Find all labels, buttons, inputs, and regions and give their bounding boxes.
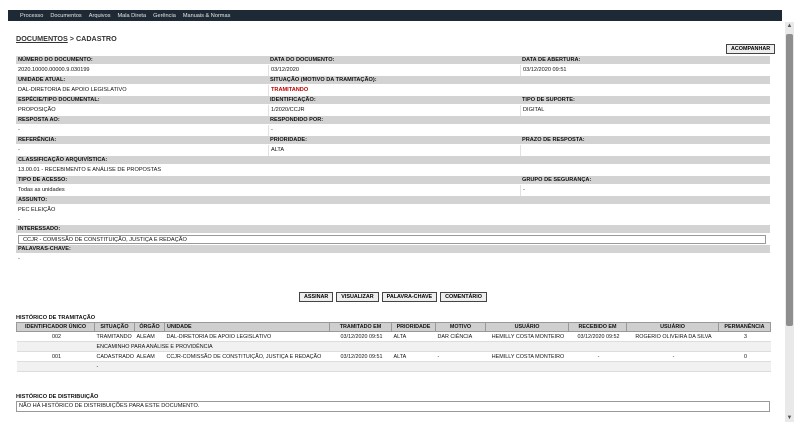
- prioridade-value: ALTA: [268, 145, 520, 156]
- menu-mala-direta[interactable]: Mala Direta: [117, 12, 147, 19]
- interessado-label: INTERESSADO:: [16, 225, 770, 234]
- assinar-button[interactable]: ASSINAR: [299, 292, 333, 302]
- breadcrumb-documentos-link[interactable]: DOCUMENTOS: [16, 34, 68, 43]
- historico-tramitacao-table: [16, 322, 771, 372]
- visualizar-button[interactable]: VISUALIZAR: [336, 292, 378, 302]
- document-details-grid: [16, 56, 770, 265]
- col-unidade[interactable]: UNIDADE: [165, 323, 330, 332]
- table-row[interactable]: [17, 332, 771, 342]
- respondido-value: -: [268, 125, 770, 136]
- situacao-label: SITUAÇÃO (MOTIVO DA TRAMITAÇÃO):: [268, 76, 770, 85]
- breadcrumb: [16, 34, 117, 43]
- unidade-label: UNIDADE ATUAL:: [16, 76, 268, 85]
- col-permanencia[interactable]: PERMANÊNCIA: [719, 323, 771, 332]
- palavras-chave-value: -: [16, 254, 770, 265]
- cell-despacho-note: -: [95, 362, 771, 372]
- acesso-value: Todas as unidades: [16, 185, 520, 196]
- acompanhar-button[interactable]: ACOMPANHAR: [726, 44, 775, 54]
- col-motivo[interactable]: MOTIVO: [436, 323, 486, 332]
- referencia-value: -: [16, 145, 268, 156]
- cell-usuario: HEMILLY COSTA MONTEIRO: [486, 332, 569, 342]
- menu-gerencia[interactable]: Gerência: [153, 12, 176, 19]
- menu-manuais-normas[interactable]: Manuais & Normas: [182, 12, 231, 19]
- cell-recebido-em: 03/12/2020 09:52: [569, 332, 627, 342]
- respondido-label: RESPONDIDO POR:: [268, 116, 770, 125]
- col-usuario-recebedor[interactable]: USUÁRIO: [627, 323, 719, 332]
- cell-prioridade: ALTA: [392, 332, 436, 342]
- historico-distribuicao-message: NÃO HÁ HISTÓRICO DE DISTRIBUIÇÕES PARA ESTE DOCUMENTO.: [16, 401, 770, 412]
- cell-orgao: ALEAM: [135, 332, 165, 342]
- cell-motivo: DAR CIÊNCIA: [436, 332, 486, 342]
- col-identificador[interactable]: IDENTIFICADOR ÚNICO: [17, 323, 95, 332]
- cell-prioridade: ALTA: [392, 352, 436, 362]
- cell-usuario-recebedor: ROGERIO OLIVEIRA DA SILVA: [627, 332, 719, 342]
- col-tramitado-em[interactable]: TRAMITADO EM: [330, 323, 392, 332]
- identificacao-label: IDENTIFICAÇÃO:: [268, 96, 520, 105]
- cell-recebido-em: -: [569, 352, 627, 362]
- especie-value: PROPOSIÇÃO: [16, 105, 268, 116]
- situacao-value: TRAMITANDO: [268, 85, 770, 96]
- data-documento-label: DATA DO DOCUMENTO:: [268, 56, 520, 65]
- col-prioridade[interactable]: PRIORIDADE: [392, 323, 436, 332]
- cell-identificador: 001: [17, 352, 95, 362]
- scrollbar-thumb[interactable]: [786, 34, 793, 326]
- referencia-label: REFERÊNCIA:: [16, 136, 268, 145]
- menu-documentos[interactable]: Documentos: [50, 12, 82, 19]
- menu-arquivos[interactable]: Arquivos: [88, 12, 111, 19]
- seguranca-value: -: [520, 185, 770, 196]
- cell-motivo: -: [436, 352, 486, 362]
- col-situacao[interactable]: SITUAÇÃO: [95, 323, 135, 332]
- assunto-label: ASSUNTO:: [16, 196, 770, 205]
- prazo-label: PRAZO DE RESPOSTA:: [520, 136, 770, 145]
- col-recebido-em[interactable]: RECEBIDO EM: [569, 323, 627, 332]
- assunto-value: PEC ELEIÇÃO: [16, 205, 770, 216]
- cell-orgao: ALEAM: [135, 352, 165, 362]
- table-row-note: [17, 342, 771, 352]
- numero-value: 2020.10000.00000.9.030199: [16, 65, 268, 76]
- top-menu-bar: [8, 10, 782, 21]
- historico-distribuicao-title: HISTÓRICO DE DISTRIBUIÇÃO: [16, 394, 99, 400]
- data-abertura-label: DATA DE ABERTURA:: [520, 56, 770, 65]
- cell-permanencia: 0: [719, 352, 771, 362]
- interessado-value: CCJR - COMISSÃO DE CONSTITUIÇÃO, JUSTIÇA E REDAÇÃO: [18, 235, 766, 244]
- cell-despacho-note: ENCAMINHO PARA ANÁLISE E PROVIDÊNCIA: [95, 342, 771, 352]
- scroll-down-icon[interactable]: ▼: [786, 415, 793, 421]
- scroll-up-icon[interactable]: ▲: [786, 23, 793, 29]
- assunto-detail: -: [16, 216, 770, 225]
- identificacao-value: 1/2020/CCJR: [268, 105, 520, 116]
- resposta-value: -: [16, 125, 268, 136]
- table-row[interactable]: [17, 352, 771, 362]
- cell-tramitado-em: 03/12/2020 09:51: [330, 332, 392, 342]
- vertical-scrollbar[interactable]: [785, 22, 794, 422]
- comentario-button[interactable]: COMENTÁRIO: [440, 292, 487, 302]
- unidade-value: DAL-DIRETORIA DE APOIO LEGISLATIVO: [16, 85, 268, 96]
- cell-unidade: DAL-DIRETORIA DE APOIO LEGISLATIVO: [165, 332, 330, 342]
- table-header-row: [17, 323, 771, 332]
- col-usuario[interactable]: USUÁRIO: [486, 323, 569, 332]
- suporte-value: DIGITAL: [520, 105, 770, 116]
- numero-label: NÚMERO DO DOCUMENTO:: [16, 56, 268, 65]
- palavra-chave-button[interactable]: PALAVRA-CHAVE: [382, 292, 438, 302]
- seguranca-label: GRUPO DE SEGURANÇA:: [520, 176, 770, 185]
- cell-identificador: 002: [17, 332, 95, 342]
- cell-usuario: HEMILLY COSTA MONTEIRO: [486, 352, 569, 362]
- classificacao-label: CLASSIFICAÇÃO ARQUIVÍSTICA:: [16, 156, 770, 165]
- action-buttons: [299, 292, 487, 302]
- acesso-label: TIPO DE ACESSO:: [16, 176, 520, 185]
- breadcrumb-current: CADASTRO: [75, 34, 117, 43]
- palavras-chave-label: PALAVRAS-CHAVE:: [16, 245, 770, 254]
- cell-usuario-recebedor: -: [627, 352, 719, 362]
- cell-tramitado-em: 03/12/2020 09:51: [330, 352, 392, 362]
- suporte-label: TIPO DE SUPORTE:: [520, 96, 770, 105]
- especie-label: ESPÉCIE/TIPO DOCUMENTAL:: [16, 96, 268, 105]
- prioridade-label: PRIORIDADE:: [268, 136, 520, 145]
- breadcrumb-separator: >: [67, 34, 76, 43]
- table-row-note: [17, 362, 771, 372]
- col-orgao[interactable]: ÓRGÃO: [135, 323, 165, 332]
- data-abertura-value: 03/12/2020 09:51: [520, 65, 770, 76]
- cell-situacao: TRAMITANDO: [95, 332, 135, 342]
- prazo-value: [520, 145, 770, 156]
- cell-permanencia: 3: [719, 332, 771, 342]
- data-documento-value: 03/12/2020: [268, 65, 520, 76]
- cell-unidade: CCJR-COMISSÃO DE CONSTITUIÇÃO, JUSTIÇA E REDAÇÃO: [165, 352, 330, 362]
- historico-tramitacao-title: HISTÓRICO DE TRAMITAÇÃO: [16, 315, 96, 321]
- main-content: [12, 22, 780, 426]
- classificacao-value: 13.00.01 - RECEBIMENTO E ANÁLISE DE PROPOSTAS: [16, 165, 770, 176]
- menu-processo[interactable]: Processo: [20, 12, 44, 19]
- cell-situacao: CADASTRADO: [96, 353, 134, 360]
- resposta-label: RESPOSTA AO:: [16, 116, 268, 125]
